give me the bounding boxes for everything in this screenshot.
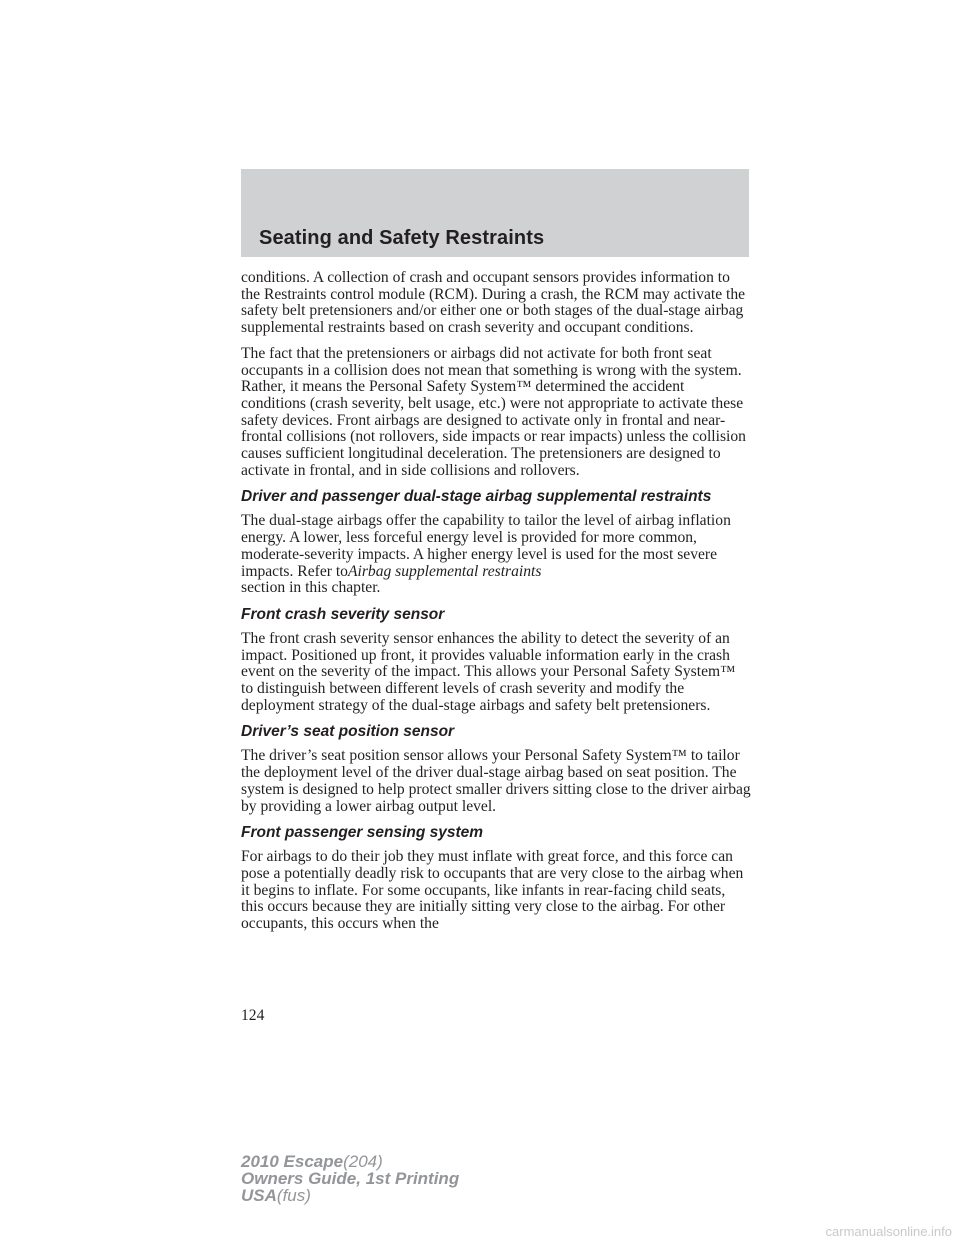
footer-market-code: (fus) xyxy=(276,1186,311,1205)
subheading: Driver and passenger dual-stage airbag supplemental restraints xyxy=(241,488,712,506)
paragraph-text: section in this chapter. xyxy=(241,579,381,597)
footer-market: USA xyxy=(241,1186,277,1205)
footer-model-code: (204) xyxy=(343,1152,383,1171)
section-header xyxy=(241,169,749,257)
paragraph-text: The dual-stage airbags offer the capability to tailor the level of airbag inflation energy. A lower, less forceful energy level is provided for more common, moderate-severity impacts. A higher energy level is used for the most severe impacts. Refer to xyxy=(241,512,731,580)
paragraph: conditions. A collection of crash and occupant sensors provides information to the Restraints control module (RCM). During a crash, the RCM may activate the safety belt pretensioners and/or either one or both stages of the dual-stage airbag supplemental restraints based on crash severity and occupant conditions. xyxy=(241,269,746,337)
paragraph: The front crash severity sensor enhances the ability to detect the severity of an impact. Positioned up front, it provides valuable information early in the crash event on the severity of the impact. This allows your Personal Safety System™ to distinguish between different levels of crash severity and modify the deployment strategy of the dual-stage airbags and safety belt pretensioners. xyxy=(241,629,736,714)
subheading: Front passenger sensing system xyxy=(241,824,484,842)
subheading: Driver’s seat position sensor xyxy=(241,723,455,741)
paragraph xyxy=(241,513,751,597)
footer-model: 2010 Escape xyxy=(241,1152,344,1171)
footer-edition: Owners Guide, 1st Printing xyxy=(241,1169,460,1188)
paragraph: For airbags to do their job they must inflate with great force, and this force can pose a potentially deadly risk to occupants that are very close to the airbag when it begins to inflate. For some occupants, like infants in rear-facing child seats, this occurs because they are initially sitting very close to the airbag. For other occupants, this occurs when the xyxy=(241,848,744,933)
paragraph: The driver’s seat position sensor allows your Personal Safety System™ to tailor the deployment level of the driver dual-stage airbag based on seat position. The system is designed to help protect smaller drivers sitting close to the driver airbag by providing a lower airbag output level. xyxy=(241,747,751,815)
body-content xyxy=(241,270,751,942)
cross-reference: Airbag supplemental restraints xyxy=(347,562,542,580)
print-footer xyxy=(241,1153,459,1204)
watermark-text: carmanualsonline.info xyxy=(825,1224,952,1239)
section-title: Seating and Safety Restraints xyxy=(259,227,545,249)
subheading: Front crash severity sensor xyxy=(241,605,445,623)
paragraph: The fact that the pretensioners or airbags did not activate for both front seat occupants in a collision does not mean that something is wrong with the system. Rather, it means the Personal Safety System™ determined the accident conditions (crash severity, belt usage, etc.) were not appropriate to activate these safety devices. Front airbags are designed to activate only in frontal and near-frontal collisions (not rollovers, side impacts or rear impacts) unless the collision causes sufficient longitudinal deceleration. The pretensioners are designed to activate in frontal, and in side collisions and rollovers. xyxy=(241,344,746,479)
page-number: 124 xyxy=(241,1007,265,1024)
